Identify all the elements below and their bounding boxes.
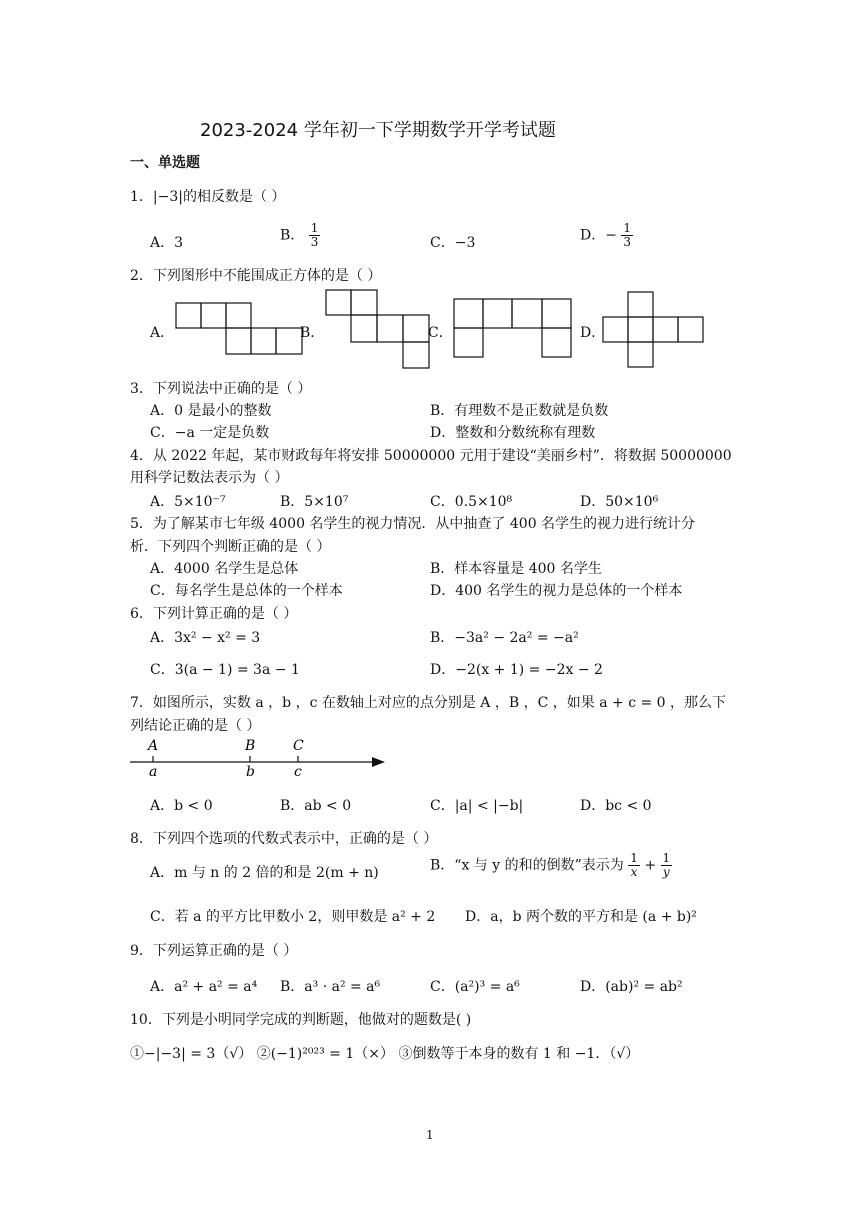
value-label-a: a <box>149 764 158 780</box>
q6-option-d: D．−2(x + 1) = −2x − 2 <box>430 662 603 678</box>
q1-option-c: C．−3 <box>430 235 476 251</box>
q6-option-c: C．3(a − 1) = 3a − 1 <box>150 662 300 678</box>
q4-option-b: B．5×10⁷ <box>280 494 349 510</box>
fraction-denominator: 3 <box>623 235 632 249</box>
q1-option-b-label: B． <box>280 227 305 244</box>
q9-option-d: D．(ab)² = ab² <box>580 979 683 995</box>
fraction-denominator: y <box>662 865 670 879</box>
q3-option-a: A．0 是最小的整数 <box>150 403 272 419</box>
question-10-stem: 10．下列是小明同学完成的判断题，他做对的题数是( ) <box>130 1012 472 1028</box>
q2-label-a: A． <box>150 325 175 341</box>
question-3-stem: 3．下列说法中正确的是（ ） <box>130 381 312 397</box>
q1-option-a: A．3 <box>150 235 184 251</box>
q5-option-c: C．每名学生是总体的一个样本 <box>150 583 343 599</box>
q5-option-b: B．样本容量是 400 名学生 <box>430 561 602 577</box>
question-2-stem: 2．下列图形中不能围成正方体的是（ ） <box>130 268 382 284</box>
value-label-b: b <box>246 764 255 780</box>
number-line-arrow <box>372 757 385 767</box>
q8-option-b <box>430 852 672 879</box>
q6-option-a: A．3x² − x² = 3 <box>150 630 261 646</box>
fraction-numerator: 1 <box>310 221 319 235</box>
q8-option-b-text: B．“x 与 y 的和的倒数”表示为 <box>430 857 624 874</box>
point-label-A: A <box>148 738 159 754</box>
q9-option-c: C．(a²)³ = a⁶ <box>430 979 520 995</box>
fraction-numerator: 1 <box>630 851 638 865</box>
q7-option-b: B．ab < 0 <box>280 798 352 814</box>
question-7-stem-line1: 7．如图所示，实数 a ，b ，c 在数轴上对应的点分别是 A ，B ，C ，如果 a + c = 0 ，那么下 <box>130 695 727 711</box>
q4-option-c: C．0.5×10⁸ <box>430 494 513 510</box>
fraction-numerator: 1 <box>623 221 632 235</box>
q7-option-d: D．bc < 0 <box>580 798 652 814</box>
plus-sign: + <box>644 857 657 874</box>
q3-option-c: C．−a 一定是负数 <box>150 425 270 441</box>
fraction <box>661 852 673 879</box>
page-number: 1 <box>426 1128 434 1142</box>
q7-option-c: C．|a| < |−b| <box>430 798 524 814</box>
q8-option-a: A．m 与 n 的 2 倍的和是 2(m + n) <box>150 865 379 881</box>
q3-option-b: B．有理数不是正数就是负数 <box>430 403 609 419</box>
q4-option-a: A．5×10⁻⁷ <box>150 494 226 510</box>
value-label-c: c <box>294 764 302 780</box>
question-8-stem: 8．下列四个选项的代数式表示中，正确的是（ ） <box>130 831 438 847</box>
point-label-B: B <box>245 738 256 754</box>
q2-label-c: C． <box>428 325 453 341</box>
question-4-stem-line2: 用科学记数法表示为（ ） <box>130 470 289 486</box>
q9-option-a: A．a² + a² = a⁴ <box>150 979 258 995</box>
q5-option-d: D．400 名学生的视力是总体的一个样本 <box>430 583 683 599</box>
point-label-C: C <box>293 738 304 754</box>
q8-option-d: D．a，b 两个数的平方和是 (a + b)² <box>465 909 697 925</box>
page-title: 2023-2024 学年初一下学期数学开学考试题 <box>200 120 556 141</box>
fraction-denominator: x <box>630 865 638 879</box>
q8-option-c: C．若 a 的平方比甲数小 2，则甲数是 a² + 2 <box>150 909 436 925</box>
question-9-stem: 9．下列运算正确的是（ ） <box>130 943 298 959</box>
question-7-stem-line2: 列结论正确的是（ ） <box>130 718 261 734</box>
question-1-stem: 1．|−3|的相反数是（ ） <box>130 189 286 205</box>
question-5-stem-line1: 5．为了解某市七年级 4000 名学生的视力情况．从中抽查了 400 名学生的视力进行统计分 <box>130 516 696 532</box>
question-10-judgments: ①−|−3| = 3（√） ②(−1)²⁰²³ = 1（×） ③倒数等于本身的数有 1 和 −1．（√） <box>130 1046 640 1062</box>
q9-option-b: B．a³ · a² = a⁶ <box>280 979 381 995</box>
question-6-stem: 6．下列计算正确的是（ ） <box>130 606 298 622</box>
section-heading: 一、单选题 <box>130 155 200 171</box>
fraction <box>628 852 640 879</box>
fraction-numerator: 1 <box>662 851 671 865</box>
q2-label-b: B． <box>300 325 325 341</box>
q6-option-b: B．−3a² − 2a² = −a² <box>430 630 579 646</box>
fraction-denominator: 3 <box>310 235 319 249</box>
q5-option-a: A．4000 名学生是总体 <box>150 561 299 577</box>
q2-label-d: D． <box>580 325 606 341</box>
q4-option-d: D．50×10⁶ <box>580 494 659 510</box>
q1-option-d-label: D．− <box>580 227 617 244</box>
q3-option-d: D．整数和分数统称有理数 <box>430 425 596 441</box>
question-5-stem-line2: 析．下列四个判断正确的是（ ） <box>130 539 331 555</box>
q7-option-a: A．b < 0 <box>150 798 213 814</box>
question-4-stem-line1: 4．从 2022 年起，某市财政每年将安排 50000000 元用于建设“美丽乡村”．将数据 50000000 <box>130 448 732 464</box>
